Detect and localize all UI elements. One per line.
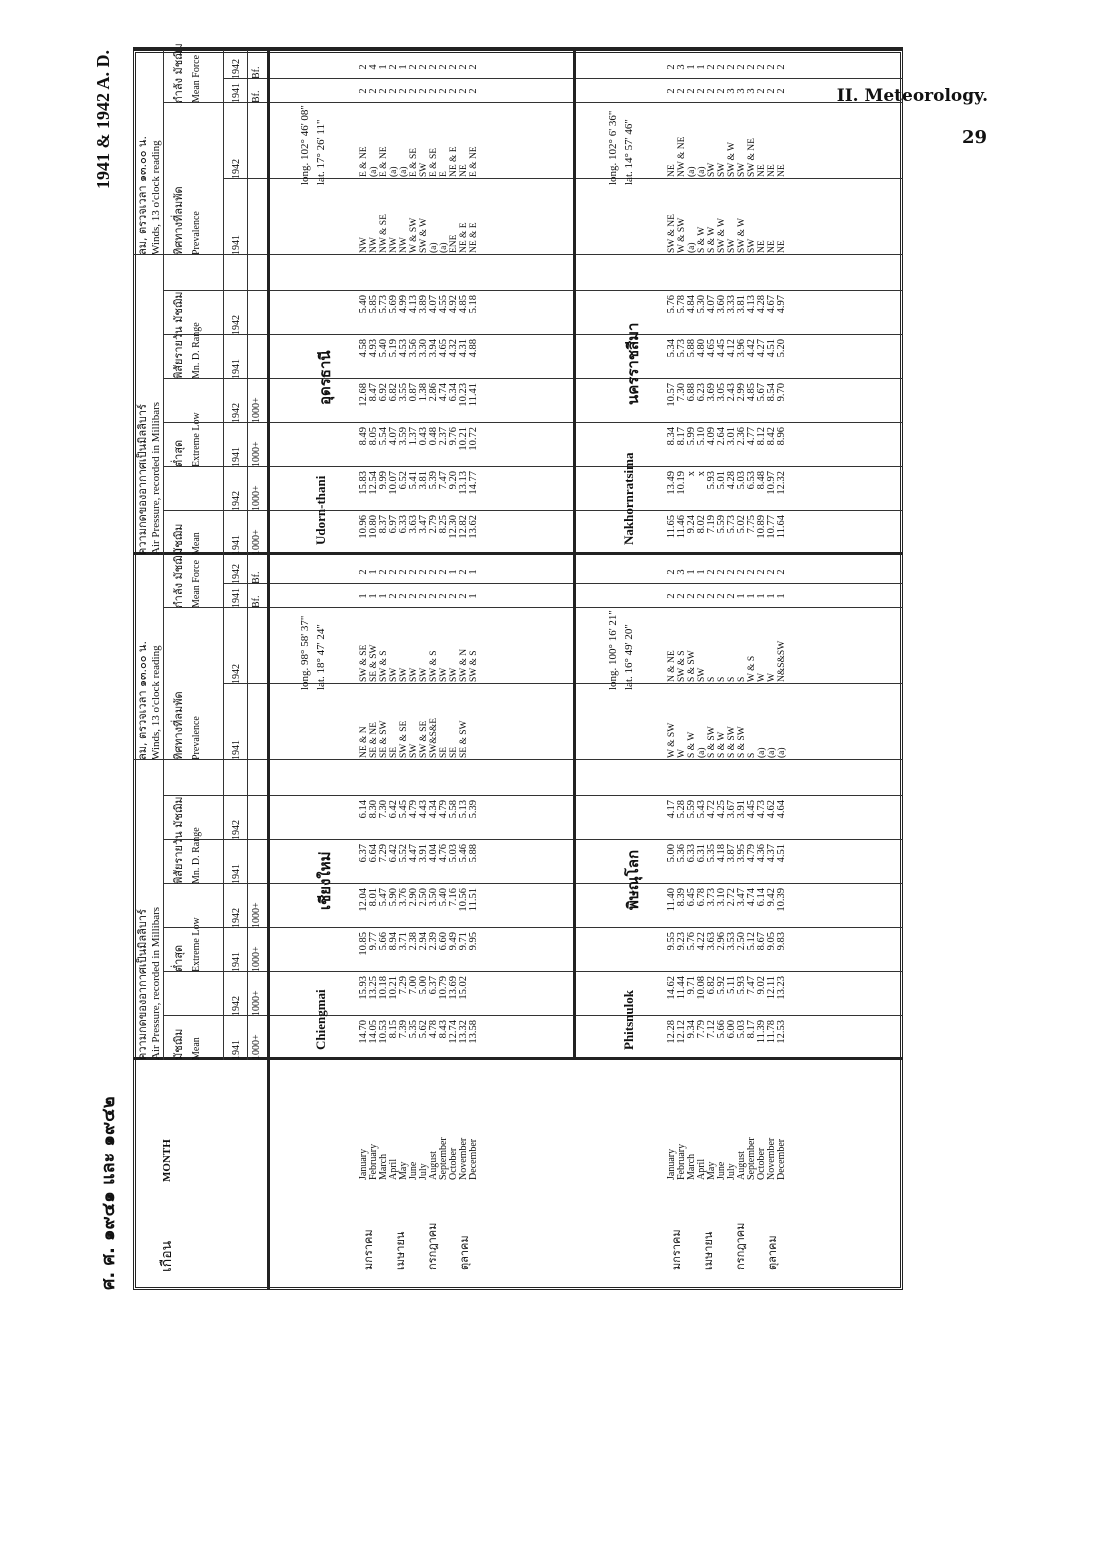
force-1942-column: 2 3 1 1 2 2 2 2 2 2 2 2	[666, 569, 787, 575]
month-thai-label: เมษายน	[394, 1231, 407, 1270]
sub-header: Mn. D. Range	[191, 322, 202, 379]
sub-header-thai: มัชฌิม	[172, 523, 185, 555]
data-column: 10.85 9.77 5.66 8.94 3.71 2.38 2.94 2.39 6.60 9.49 9.71 9.95	[358, 932, 479, 956]
station-name-thai: เชียงใหม่	[316, 851, 334, 910]
month-thai-label: มกราคม	[362, 1229, 375, 1270]
unit-label: 1000+	[251, 397, 262, 423]
air-pressure-header: Air Pressure, recorded in Millibars	[150, 401, 162, 555]
station-name-thai: พิษณุโลก	[624, 849, 642, 910]
data-column: 4.58 4.93 5.40 5.19 4.53 3.56 3.30 3.94 4.65 4.32 4.31 4.88	[358, 339, 479, 358]
block-rule	[573, 50, 576, 1060]
year-header: 1942	[231, 664, 242, 684]
data-column: 14.70 14.05 10.53 8.15 7.39 5.35 5.62 4.78 8.43 12.74 13.32 13.58	[358, 1020, 479, 1044]
header-rule	[223, 50, 224, 1060]
wind-1942-column: NE NW & NE (a) (a) SW SW SW & W SW SW & NE NE NE NE	[667, 136, 787, 177]
header-rule	[163, 50, 164, 1060]
month-thai-label: มกราคม	[670, 1229, 683, 1270]
table-frame	[133, 50, 903, 1290]
data-column: 8.34 8.17 5.99 5.10 4.09 2.64 3.01 2.36 4.77 8.12 8.42 8.96	[666, 427, 787, 446]
bf-label: Bf.	[251, 595, 262, 608]
station-longitude: long. 98° 58' 37"	[299, 615, 311, 690]
sub-header: Prevalence	[191, 716, 202, 760]
year-header: 1942	[231, 403, 242, 423]
winds-header-thai: ลม, ตรวจเวลา ๑๓.๐๐ น.	[136, 641, 149, 760]
year-header: 1941	[231, 952, 242, 972]
wind-1941-column: NE & N SE & NE SE & SW SE SW & SE SW SW & SE SW&S&E SE SE SE & SW	[359, 717, 469, 758]
station-latitude: lat. 14° 57' 46"	[623, 119, 635, 185]
sub-header: Mean Force	[191, 559, 202, 608]
column-divider	[163, 839, 903, 840]
month-header: MONTH	[161, 1139, 173, 1182]
column-divider	[223, 78, 903, 79]
column-divider	[163, 466, 903, 467]
left-year-note: ศ. ศ. ๑๙๔๑ และ ๑๙๔๒	[98, 1096, 119, 1290]
group-divider	[133, 47, 903, 50]
right-year-note: 1941 & 1942 A. D.	[93, 50, 113, 189]
sub-header-thai: ทิศทางที่ลมพัด	[172, 186, 185, 255]
year-header: 1942	[231, 491, 242, 511]
year-header: 1941	[231, 83, 242, 103]
year-header: 1942	[231, 59, 242, 79]
wind-1941-column: W & SW W S & W (a) S & SW S & W S & SW S & SW S (a) (a) (a)	[667, 722, 787, 758]
data-column: 15.93 13.25 10.18 10.21 7.29 7.00 5.00 6.37 10.79 13.69 15.02	[358, 976, 469, 1000]
force-1942-column: 2 4 1 2 1 2 2 2 2 2 2 2	[358, 64, 479, 70]
unit-label: 1000+	[251, 946, 262, 972]
month-divider	[133, 1057, 903, 1060]
data-column: 14.62 11.44 9.71 10.08 6.82 5.92 5.11 5.93 7.47 9.02 12.11 13.23	[666, 976, 787, 1000]
wind-1942-column: N & NE SW & S S & SW SW S S S S W & S W W N&S&SW	[667, 640, 787, 682]
year-header: 1941	[231, 359, 242, 379]
year-header: 1941	[231, 447, 242, 467]
sub-header: Mn. D. Range	[191, 827, 202, 884]
air-pressure-header-thai: ความกดของอากาศเป็นมิลลิบาร์	[136, 909, 149, 1060]
sub-header: Mean	[191, 1037, 202, 1060]
station-name: Udorn-thani	[313, 475, 328, 545]
column-divider	[163, 378, 903, 379]
column-divider	[163, 422, 903, 423]
column-divider	[163, 607, 903, 608]
page-number: 29	[961, 127, 987, 148]
month-thai-label: กรกฎาคม	[426, 1222, 439, 1270]
month-thai-label: ตุลาคม	[458, 1235, 471, 1270]
column-divider	[163, 795, 903, 796]
sub-header-thai: ทิศทางที่ลมพัด	[172, 691, 185, 760]
data-column: 6.37 6.64 7.29 6.42 5.52 4.47 3.91 4.04 4.76 5.03 5.46 5.88	[358, 844, 479, 863]
data-column: 5.34 5.73 5.88 4.80 4.65 4.45 4.12 3.96 4.42 4.27 4.51 5.20	[666, 339, 787, 358]
month-list: January February March April May June July August September October November December	[666, 1137, 787, 1180]
sub-header: Mean Force	[191, 54, 202, 103]
data-column: 6.14 8.30 7.30 6.42 5.45 4.79 4.43 4.34 4.79 5.58 5.13 5.39	[358, 800, 479, 819]
air-pressure-header: Air Pressure, recorded in Millibars	[150, 906, 162, 1060]
sub-header: Extreme Low	[191, 917, 202, 972]
column-divider	[163, 334, 903, 335]
station-longitude: long. 102° 46' 08"	[299, 105, 311, 185]
data-column: 5.00 5.36 6.33 6.31 5.35 4.18 3.87 3.95 4.79 4.36 4.37 4.51	[666, 844, 787, 863]
unit-label: 1000+	[251, 485, 262, 511]
sub-header-thai: กำลัง มัชฌิม	[172, 548, 185, 608]
data-column: 5.76 5.78 4.84 5.30 4.07 3.60 3.33 3.81 4.13 4.28 4.67 4.97	[666, 295, 787, 314]
data-column: 11.65 11.46 9.24 8.02 7.19 5.59 5.73 5.02 7.75 10.89 10.77 11.64	[666, 515, 787, 539]
column-divider	[133, 759, 903, 760]
force-1941-column: 2 2 2 2 2 2 2 2 2 2 2 2	[358, 88, 479, 94]
data-column: 5.40 5.85 5.73 5.69 4.99 4.13 3.89 4.07 4.55 4.92 4.85 5.18	[358, 295, 479, 314]
month-header-thai: เกือน	[159, 1240, 175, 1272]
data-column: 12.28 12.12 9.34 7.79 7.12 5.66 6.00 5.03 8.17 11.39 11.78 12.53	[666, 1020, 787, 1044]
section-title: II. Meteorology.	[836, 86, 988, 106]
station-name: Phitsnulok	[621, 990, 636, 1050]
winds-header-thai: ลม, ตรวจเวลา ๑๓.๐๐ น.	[136, 136, 149, 255]
bf-label: Bf.	[251, 571, 262, 584]
unit-label: 1000+	[251, 529, 262, 555]
data-column: 8.49 8.05 5.54 4.07 3.59 1.37 0.43 0.48 2.37 9.76 10.21 10.72	[358, 427, 479, 451]
year-header: 1942	[231, 564, 242, 584]
data-column: 4.17 5.28 5.59 5.43 4.72 4.25 3.67 3.91 4.45 4.73 4.62 4.64	[666, 800, 787, 819]
sub-header-thai: ต่ำสุด	[172, 944, 185, 972]
column-divider	[163, 927, 903, 928]
year-header: 1941	[231, 740, 242, 760]
year-header: 1941	[231, 864, 242, 884]
unit-label: 1000+	[251, 990, 262, 1016]
wind-1941-column: SW & NE W & SW (a) S & W S & W SW & W SW SW & W SW NE NE NE	[667, 214, 787, 253]
station-name: Chiengmai	[313, 989, 328, 1050]
data-column: 10.96 10.80 8.37 6.97 6.33 3.63 3.47 2.79 8.25 12.30 12.82 13.62	[358, 515, 479, 539]
unit-label: 1000+	[251, 1034, 262, 1060]
column-divider	[163, 1015, 903, 1016]
year-header: 1941	[231, 535, 242, 555]
column-divider	[163, 510, 903, 511]
column-divider	[163, 290, 903, 291]
station-longitude: long. 100° 16' 21"	[607, 610, 619, 690]
year-header: 1942	[231, 315, 242, 335]
month-thai-label: กรกฎาคม	[734, 1222, 747, 1270]
month-thai-label: เมษายน	[702, 1231, 715, 1270]
force-1942-column: 2 3 1 1 2 2 2 2 2 2 2 2	[666, 64, 787, 70]
sub-header: Prevalence	[191, 211, 202, 255]
wind-1941-column: NW NW NW & SE NW NW W & SW SW & W (a) (a) ENE NE & E NE & E	[359, 214, 479, 253]
rotated-table-page	[93, 43, 903, 1290]
station-name-thai: อุดรธานี	[316, 350, 334, 405]
data-column: 12.04 8.01 5.47 5.90 3.76 2.90 2.50 3.50 5.40 7.16 10.56 11.51	[358, 888, 479, 912]
station-latitude: lat. 17° 26' 11"	[315, 119, 327, 185]
sub-header: Extreme Low	[191, 412, 202, 467]
column-divider	[163, 102, 903, 103]
data-column: 12.68 8.47 6.92 6.82 3.55 0.87 1.38 2.86 4.74 6.34 10.23 11.41	[358, 383, 479, 407]
year-header: 1941	[231, 1040, 242, 1060]
force-1942-column: 2 1 2 2 2 2 2 2 2 1 2 1	[358, 569, 479, 575]
station-name: Nakhornratsima	[621, 452, 636, 545]
year-header: 1942	[231, 996, 242, 1016]
header-rule	[267, 50, 270, 1290]
wind-1942-column: SW & SE SE & SW SW & S SW SW SW SW SW & S SW SW SW & N SW & S	[359, 644, 479, 682]
sub-header-thai: ต่ำสุด	[172, 439, 185, 467]
column-divider	[163, 883, 903, 884]
sub-header-thai: กำลัง มัชฌิม	[172, 43, 185, 103]
winds-header: Winds, 13 o'clock reading	[150, 645, 162, 760]
winds-header: Winds, 13 o'clock reading	[150, 140, 162, 255]
column-divider	[223, 583, 903, 584]
month-thai-label: ตุลาคม	[766, 1235, 779, 1270]
sub-header-thai: พิสัยรายวัน มัชฌิม	[172, 291, 185, 379]
wind-1942-column: E & NE (a) E & NE (a) (a) E & SE SW E & SE E NE & E NE E & NE	[359, 146, 479, 177]
month-list: January February March April May June July August September October November December	[358, 1137, 479, 1180]
air-pressure-header-thai: ความกดของอากาศเป็นมิลลิบาร์	[136, 404, 149, 555]
year-header: 1942	[231, 159, 242, 179]
force-1941-column: 2 2 2 2 2 2 3 3 3 2 2 2	[666, 88, 787, 94]
year-header: 1941	[231, 588, 242, 608]
group-divider	[133, 552, 903, 555]
station-latitude: lat. 16° 49' 20"	[623, 624, 635, 690]
header-rule	[247, 50, 248, 1060]
data-column: 15.83 12.54 9.99 10.07 6.52 5.41 3.81 5.39 7.47 9.20 13.13 14.77	[358, 471, 479, 495]
year-header: 1942	[231, 908, 242, 928]
unit-label: 1000+	[251, 441, 262, 467]
unit-label: 1000+	[251, 902, 262, 928]
column-divider	[133, 254, 903, 255]
sub-header: Mean	[191, 532, 202, 555]
year-header: 1942	[231, 820, 242, 840]
force-1941-column: 1 1 1 2 2 2 2 2 2 2 2 1	[358, 593, 479, 599]
station-longitude: long. 102° 6' 36"	[607, 110, 619, 185]
bf-label: Bf.	[251, 66, 262, 79]
data-column: 9.55 9.23 5.76 4.22 3.63 2.96 3.53 2.50 5.12 8.67 9.05 9.83	[666, 932, 787, 951]
sub-header-thai: พิสัยรายวัน มัชฌิม	[172, 796, 185, 884]
station-name-thai: นครราชสีมา	[624, 322, 642, 405]
force-1941-column: 2 2 2 2 2 2 2 1 1 1 1 1	[666, 593, 787, 599]
data-column: 13.49 10.19 x x 5.93 5.01 4.28 5.03 6.53 8.48 10.97 12.32	[666, 471, 787, 495]
bf-label: Bf.	[251, 90, 262, 103]
data-column: 10.57 7.30 6.88 6.23 3.69 3.05 2.43 2.99 4.85 5.67 8.54 9.70	[666, 383, 787, 407]
sub-header-thai: มัชฌิม	[172, 1028, 185, 1060]
column-divider	[163, 971, 903, 972]
station-latitude: lat. 18° 47' 24"	[315, 624, 327, 690]
year-header: 1941	[231, 235, 242, 255]
data-column: 11.40 8.39 6.45 6.78 3.73 3.10 2.72 3.47 4.74 6.14 9.42 10.39	[666, 888, 787, 912]
